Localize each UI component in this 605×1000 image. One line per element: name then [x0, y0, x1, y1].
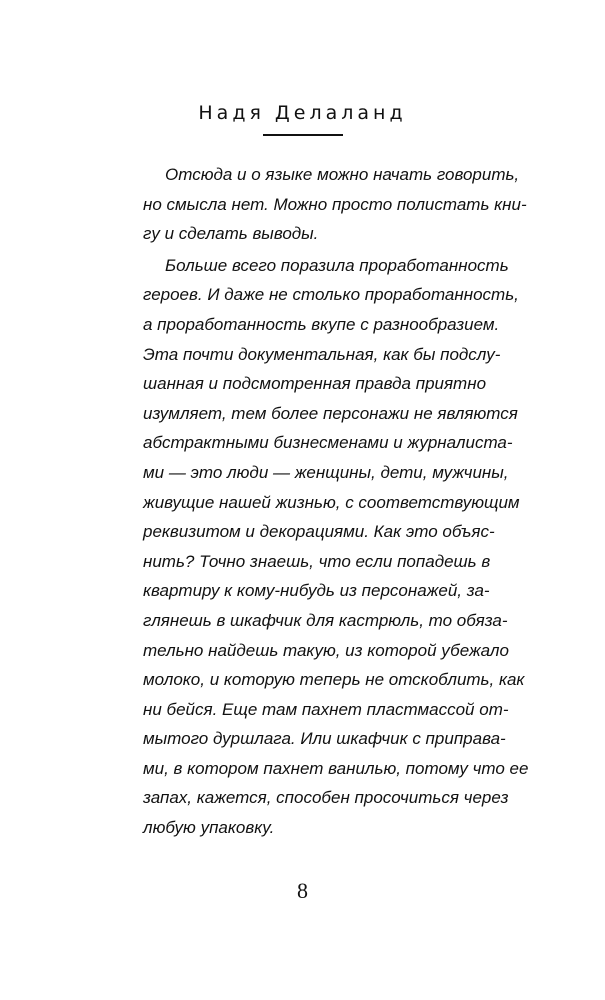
text-line: абстрактными бизнесменами и журналиста-: [143, 433, 513, 453]
text-line: изумляет, тем более персонажи не являются: [143, 403, 518, 423]
text-line: реквизитом и декорациями. Как это объяс-: [143, 522, 495, 542]
text-line: любую упаковку.: [143, 818, 275, 838]
text-line: шанная и подсмотренная правда приятно: [143, 374, 487, 394]
text-line: тельно найдешь такую, из которой убежало: [143, 640, 509, 660]
running-header: [0, 100, 605, 126]
text-line: живущие нашей жизнью, с соответствующим: [143, 492, 520, 512]
text-line: молоко, и которую теперь не отскоблить, как: [143, 670, 525, 690]
text-line: но смысла нет. Можно просто полистать кни-: [143, 194, 527, 214]
page-number: 8: [297, 878, 308, 903]
text-line: Отсюда и о языке можно начать говорить,: [165, 165, 520, 184]
text-line: глянешь в шкафчик для кастрюль, то обяза-: [143, 610, 508, 630]
text-line: ни бейся. Еще там пахнет пластмассой от-: [143, 699, 509, 719]
header-rule: [263, 134, 343, 136]
text-line: ми, в котором пахнет ванилью, потому что ее: [143, 758, 529, 778]
text-line: квартиру к кому-нибудь из персонажей, за-: [143, 581, 490, 601]
text-line: героев. И даже не столько проработанность,: [143, 285, 519, 305]
text-line: нить? Точно знаешь, что если попадешь в: [143, 551, 491, 571]
text-line: мытого дуршлага. Или шкафчик с приправа-: [143, 729, 506, 749]
text-line: гу и сделать выводы.: [143, 224, 319, 244]
text-line: Эта почти документальная, как бы подслу-: [143, 344, 501, 364]
paragraph-1: [143, 160, 527, 249]
text-line: запах, кажется, способен просочиться через: [143, 788, 509, 808]
text-line: Больше всего поразила проработанность: [165, 255, 509, 275]
text-line: ми — это люди — женщины, дети, мужчины,: [143, 462, 509, 482]
author-name: Надя Делаланд: [198, 102, 407, 124]
paragraph-2: [143, 251, 529, 843]
text-line: а проработанность вкупе с разнообразием.: [143, 314, 500, 334]
body-text: [143, 160, 529, 843]
